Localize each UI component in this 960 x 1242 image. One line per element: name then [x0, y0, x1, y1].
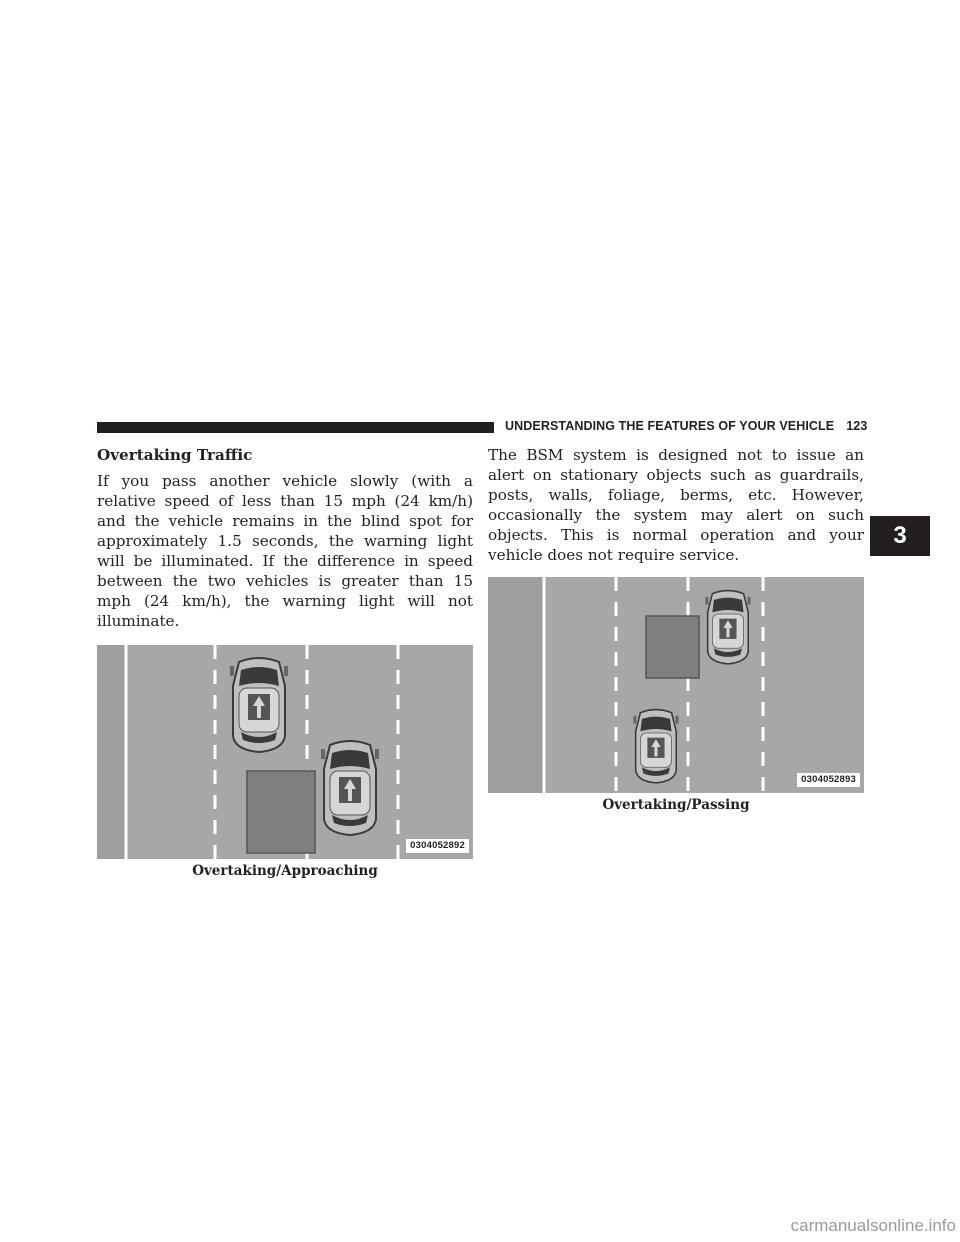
chapter-tab: 3	[870, 516, 930, 556]
figure-id: 0304052893	[797, 773, 860, 787]
car-icon	[633, 710, 678, 783]
right-column	[488, 445, 864, 813]
section-heading: Overtaking Traffic	[97, 446, 253, 464]
section-title: UNDERSTANDING THE FEATURES OF YOUR VEHICLE	[505, 419, 835, 433]
figure-caption: Overtaking/Approaching	[192, 863, 378, 879]
blind-spot-zone	[646, 616, 699, 678]
blind-spot-zone	[247, 771, 315, 853]
figure-overtaking-approaching	[97, 645, 473, 859]
page-number: 123	[846, 419, 868, 433]
car-icon	[705, 591, 750, 664]
illustration-passing	[488, 577, 864, 793]
body-paragraph: If you pass another vehicle slowly (with a relative speed of less than 15 mph (24 km/h) and the vehicle remains in the blind spot for approximately 1.5 seconds, the warning light will be illuminated. If the difference in speed between the two vehicles is greater than 15 mph (24 km/h), the warning light will not illuminate.	[97, 472, 473, 630]
illustration-approaching	[97, 645, 473, 859]
figure-overtaking-passing	[488, 577, 864, 793]
watermark: carmanualsonline.info	[790, 1216, 956, 1235]
left-column	[97, 445, 473, 879]
running-header	[505, 419, 867, 433]
figure-id: 0304052892	[406, 839, 469, 853]
car-icon	[230, 658, 288, 752]
body-paragraph: The BSM system is designed not to issue an alert on stationary objects such as guardrails, posts, walls, foliage, berms, etc. However, occasionally the system may alert on such objects. This is normal operation and your vehicle does not require service.	[488, 446, 864, 564]
figure-caption: Overtaking/Passing	[602, 797, 750, 813]
header-rule	[97, 422, 494, 433]
car-icon	[321, 741, 379, 835]
